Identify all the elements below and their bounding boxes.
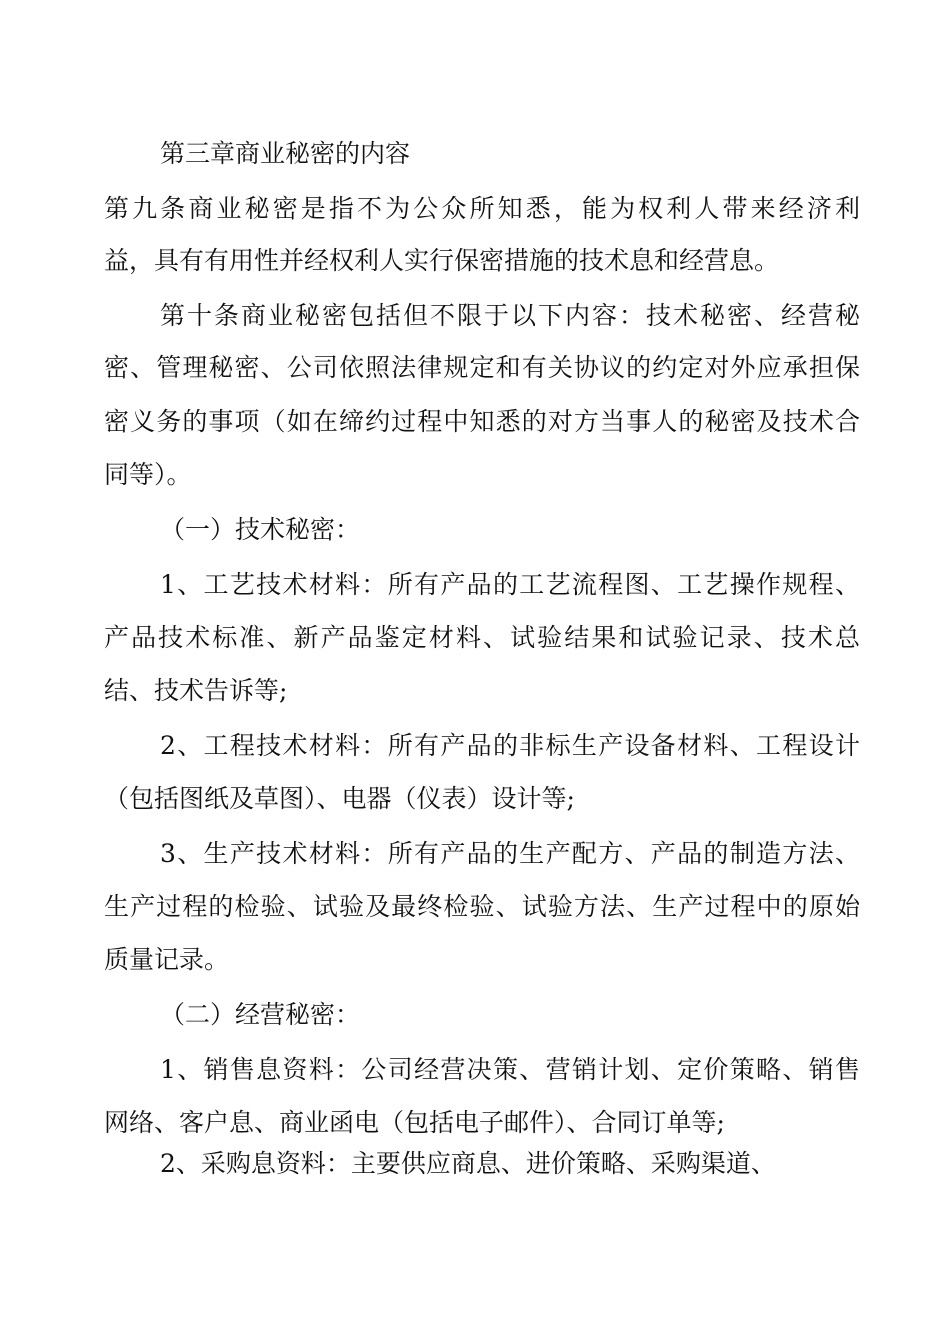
- item-1-1-line-3: 结、技术告诉等;: [104, 676, 288, 705]
- item-1-2-line-2: （包括图纸及草图）、电器（仪表）设计等;: [104, 784, 575, 813]
- section-1-heading: （一）技术秘密：: [160, 515, 361, 544]
- article-10-line-2: 密、管理秘密、公司依照法律规定和有关协议的约定对外应承担保: [104, 353, 860, 382]
- section-2-heading: （二）经营秘密：: [160, 1000, 361, 1029]
- item-1-2-line-1: 2、工程技术材料：所有产品的非标生产设备材料、工程设计: [160, 731, 860, 760]
- item-1-3-line-2: 生产过程的检验、试验及最终检验、试验方法、生产过程中的原始: [104, 892, 860, 921]
- article-10-line-4: 同等）。: [104, 460, 192, 489]
- item-1-3-line-1: 3、生产技术材料：所有产品的生产配方、产品的制造方法、: [160, 839, 860, 868]
- item-1-1-line-1: 1、工艺技术材料：所有产品的工艺流程图、工艺操作规程、: [160, 570, 860, 599]
- item-1-1-line-2: 产品技术标准、新产品鉴定材料、试验结果和试验记录、技术总: [104, 623, 860, 652]
- item-1-3-line-3: 质量记录。: [104, 945, 230, 974]
- article-9-line-1: 第九条商业秘密是指不为公众所知悉，能为权利人带来经济利: [104, 194, 860, 223]
- item-2-2-line-1: 2、采购息资料：主要供应商息、进价策略、采购渠道、: [160, 1149, 776, 1178]
- article-10-line-1: 第十条商业秘密包括但不限于以下内容：技术秘密、经营秘: [160, 301, 860, 330]
- article-10-line-3: 密义务的事项（如在缔约过程中知悉的对方当事人的秘密及技术合: [104, 407, 860, 436]
- chapter-heading: 第三章商业秘密的内容: [160, 139, 411, 168]
- item-2-1-line-2: 网络、客户息、商业函电（包括电子邮件）、合同订单等;: [104, 1108, 725, 1137]
- item-2-1-line-1: 1、销售息资料：公司经营决策、营销计划、定价策略、销售: [160, 1055, 860, 1084]
- article-9-line-2: 益，具有有用性并经权利人实行保密措施的技术息和经营息。: [104, 246, 780, 275]
